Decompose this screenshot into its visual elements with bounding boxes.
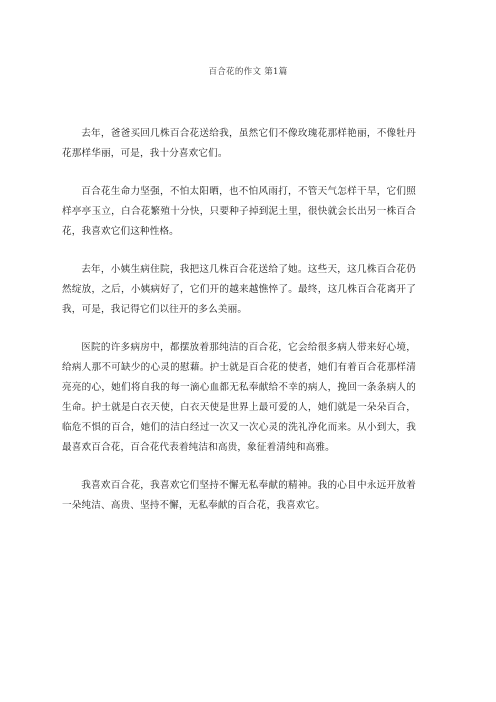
document-title: 百合花的作文 第1篇: [208, 67, 288, 77]
paragraph-1: 去年，爸爸买回几株百合花送给我，虽然它们不像玫瑰花那样艳丽，不像牡丹花那样华丽，可是，我十分喜欢它们。: [62, 128, 416, 159]
paragraph-4: 医院的许多病房中，都摆放着那纯洁的百合花，它会给很多病人带来好心境，给病人那不可缺少的心灵的慰藉。护士就是百合花的使者，她们有着百合花那样清亮亮的心，她们将自我的每一滴心血都无私奉献给不幸的病人，挽回一条条病人的生命。护士就是白衣天使，白衣天使是世界上最可爱的人，她们就是一朵朵百合，临危不惧的百合，她们的洁白经过一次又一次心灵的洗礼净化而来。从小到大，我最喜欢百合花，百合花代表着纯洁和高贵，象征着清纯和高雅。: [62, 342, 416, 453]
paragraph-2: 百合花生命力坚强，不怕太阳晒，也不怕风雨打，不管天气怎样干旱，它们照样亭亭玉立，白合花繁殖十分快，只要种子掉到泥土里，很快就会长出另一株百合花，我喜欢它们这种性格。: [62, 186, 416, 237]
paragraph-5: 我喜欢百合花，我喜欢它们坚持不懈无私奉献的精神。我的心目中永远开放着一朵纯洁、高贵、坚持不懈，无私奉献的百合花，我喜欢它。: [62, 480, 416, 511]
paragraph-3: 去年，小姨生病住院，我把这几株百合花送给了她。这些天，这几株百合花仍然绽放，之后，小姨病好了，它们开的越来越憔悴了。最终，这几株百合花离开了我，可是，我记得它们以往开的多么美丽。: [62, 264, 416, 315]
document-body: [62, 124, 416, 534]
